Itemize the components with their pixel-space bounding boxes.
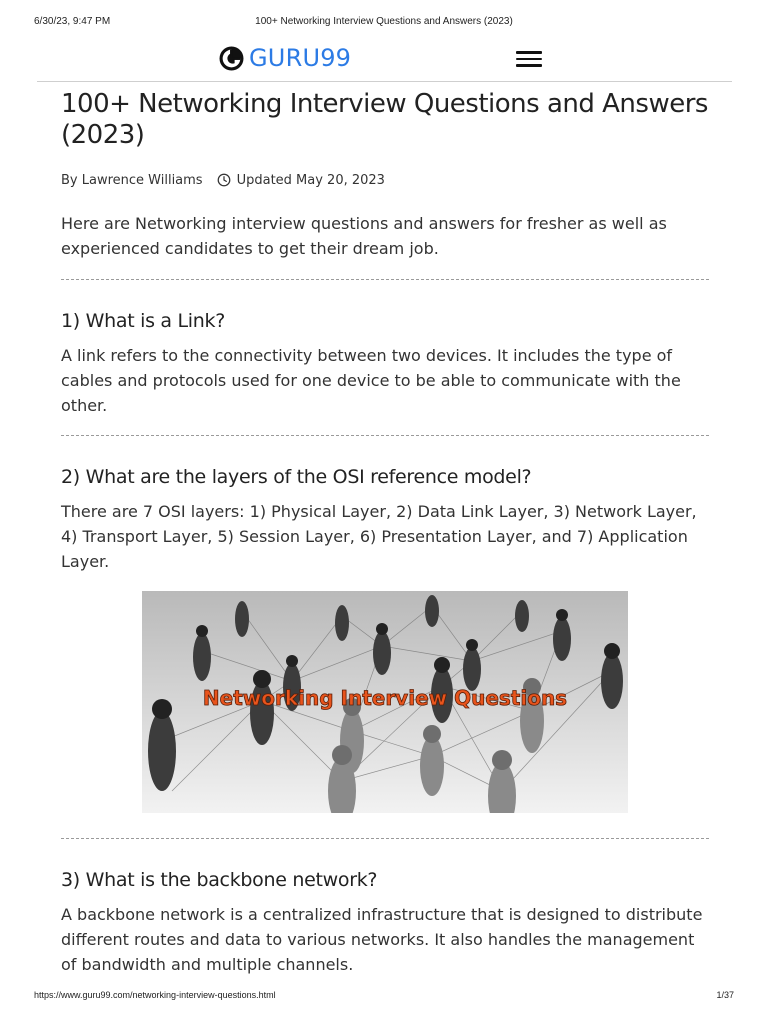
question-heading-1: 1) What is a Link? [61, 310, 225, 332]
print-page-number: 1/37 [716, 990, 734, 1000]
print-datetime: 6/30/23, 9:47 PM [34, 16, 111, 27]
intro-paragraph: Here are Networking interview questions and answers for fresher as well as experienced candidates to get their dream job. [61, 214, 667, 258]
networking-illustration [142, 591, 628, 813]
updated-date: Updated May 20, 2023 [236, 172, 385, 188]
site-header [37, 40, 732, 82]
section-divider [61, 435, 709, 436]
author-link[interactable]: By Lawrence Williams [61, 172, 203, 188]
image-caption-text: Networking Interview Questions [202, 686, 568, 710]
site-logo[interactable] [219, 44, 351, 72]
byline [61, 170, 709, 190]
article-title: 100+ Networking Interview Questions and Answers (2023) [61, 89, 708, 150]
network-pawns-graphic [142, 591, 628, 813]
print-footer [34, 990, 734, 1004]
clock-icon [217, 173, 231, 187]
question-heading-3: 3) What is the backbone network? [61, 869, 378, 891]
print-document-title: 100+ Networking Interview Questions and Answers (2023) [255, 16, 513, 27]
answer-paragraph-2: There are 7 OSI layers: 1) Physical Layer, 2) Data Link Layer, 3) Network Layer, 4) Transport Layer, 5) Session Layer, 6) Presentation Layer, and 7) Application Layer. [61, 502, 697, 571]
question-heading-2: 2) What are the layers of the OSI reference model? [61, 466, 532, 488]
answer-paragraph-3: A backbone network is a centralized infrastructure that is designed to distribute different routes and data to various networks. It also handles the management of bandwidth and multiple channels. [61, 905, 703, 974]
print-footer-url: https://www.guru99.com/networking-interview-questions.html [34, 990, 276, 1000]
section-divider [61, 279, 709, 280]
section-divider [61, 838, 709, 839]
logo-text: GURU99 [249, 44, 352, 72]
hamburger-menu-button[interactable] [516, 47, 542, 69]
hamburger-menu-icon [516, 51, 542, 54]
guru99-logo-icon [219, 46, 244, 71]
answer-paragraph-1: A link refers to the connectivity between two devices. It includes the type of cables and protocols used for one device to be able to communicate with the other. [61, 346, 681, 415]
print-header [34, 16, 734, 30]
